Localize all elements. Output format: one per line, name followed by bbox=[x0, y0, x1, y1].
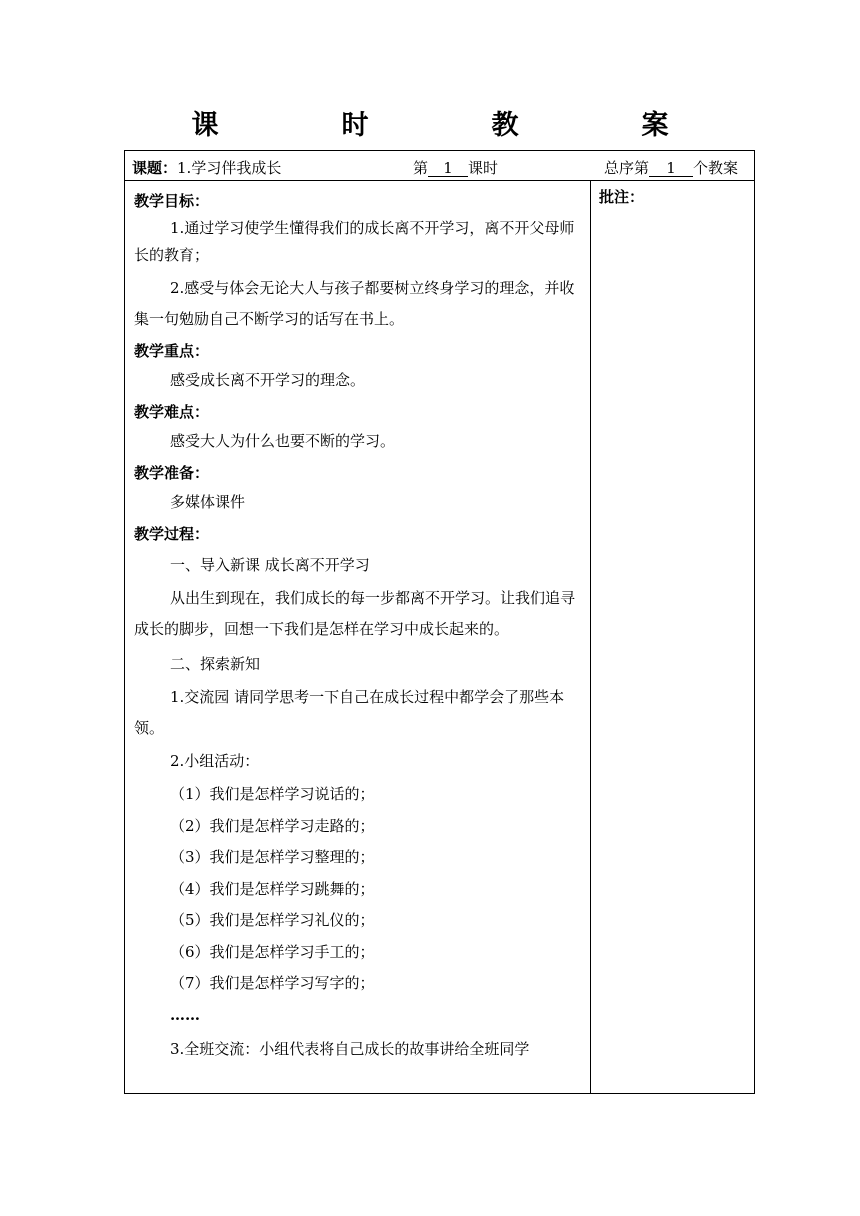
notes-label: 批注： bbox=[599, 188, 645, 206]
table-header-row bbox=[125, 151, 754, 181]
activity-item: （1）我们是怎样学习说话的； bbox=[170, 785, 375, 803]
preparation-heading: 教学准备： bbox=[134, 464, 210, 482]
process-step-title: 一、导入新课 成长离不开学习 bbox=[170, 556, 370, 574]
total-prefix: 总序第 bbox=[604, 159, 650, 177]
process-step-title: 二、探索新知 bbox=[170, 655, 261, 673]
key-points-text: 感受成长离不开学习的理念。 bbox=[170, 371, 366, 389]
total-number: 1 bbox=[649, 160, 693, 177]
process-item: 2.小组活动： bbox=[170, 752, 260, 770]
lesson-number: 1 bbox=[428, 160, 468, 177]
main-content bbox=[134, 187, 585, 1065]
lesson-plan-table bbox=[124, 150, 755, 1094]
lesson-prefix: 第 bbox=[413, 159, 429, 177]
activity-item: （2）我们是怎样学习走路的； bbox=[170, 816, 375, 835]
goals-heading: 教学目标： bbox=[134, 192, 210, 210]
activity-item: （4）我们是怎样学习跳舞的； bbox=[170, 879, 375, 898]
topic-field bbox=[132, 157, 281, 178]
total-suffix: 个教案 bbox=[693, 159, 739, 177]
topic-value: 1.学习伴我成长 bbox=[177, 159, 282, 177]
process-item: 3.全班交流：小组代表将自己成长的故事讲给全班同学 bbox=[170, 1039, 530, 1058]
difficulty-heading: 教学难点： bbox=[134, 403, 210, 421]
process-item: 1.交流园 请同学思考一下自己在成长过程中都学会了那些本领。 bbox=[134, 688, 565, 737]
activity-item: （7）我们是怎样学习写字的； bbox=[170, 974, 375, 992]
lesson-number-field bbox=[413, 157, 498, 178]
page-title: 课 时 教 案 bbox=[191, 110, 717, 141]
process-heading: 教学过程： bbox=[134, 525, 210, 543]
goal-item: 2.感受与体会无论大人与孩子都要树立终身学习的理念，并收集一句勉励自己不断学习的话写在书上。 bbox=[134, 279, 575, 328]
preparation-text: 多媒体课件 bbox=[170, 493, 246, 511]
column-divider bbox=[590, 181, 591, 1094]
topic-label: 课题： bbox=[132, 159, 178, 177]
lesson-suffix: 课时 bbox=[468, 159, 499, 177]
total-number-field bbox=[604, 157, 738, 178]
activity-item: （3）我们是怎样学习整理的； bbox=[170, 848, 375, 866]
ellipsis: …… bbox=[170, 1005, 200, 1024]
process-step-text: 从出生到现在，我们成长的每一步都离不开学习。让我们追寻成长的脚步，回想一下我们是怎样在学习中成长起来的。 bbox=[134, 589, 576, 638]
difficulty-text: 感受大人为什么也要不断的学习。 bbox=[170, 432, 396, 450]
goal-item: 1.通过学习使学生懂得我们的成长离不开学习，离不开父母师长的教育； bbox=[134, 219, 575, 264]
activity-item: （6）我们是怎样学习手工的； bbox=[170, 942, 375, 961]
key-points-heading: 教学重点： bbox=[134, 342, 210, 360]
activity-item: （5）我们是怎样学习礼仪的； bbox=[170, 911, 375, 929]
